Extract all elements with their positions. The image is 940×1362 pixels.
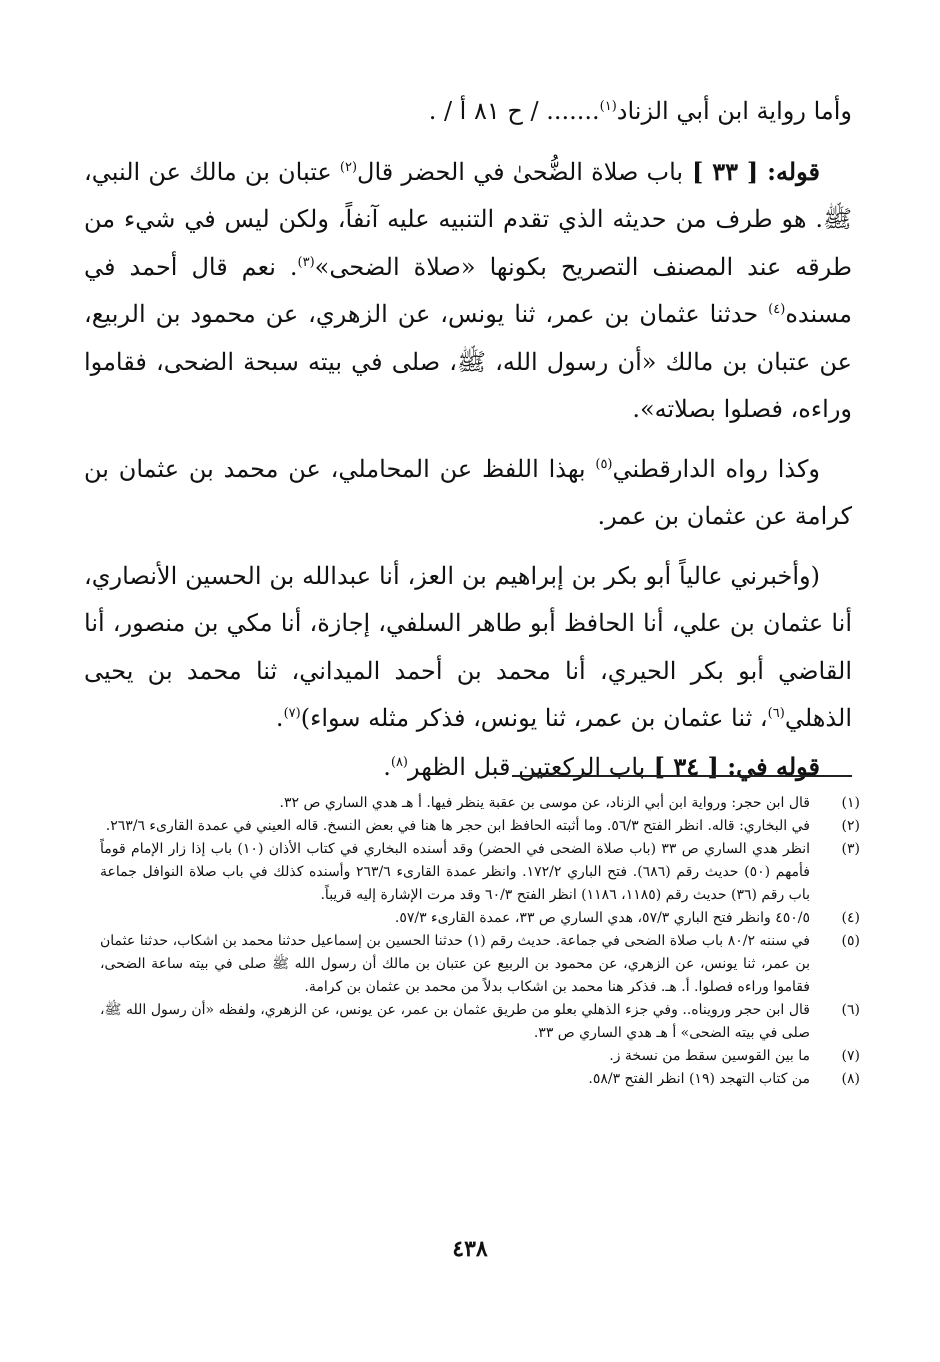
text-run: ....... / ح ٨١ أ / . <box>428 97 600 125</box>
footnote-divider <box>512 775 852 777</box>
text-run: . نعم قال أحمد في مسنده <box>84 252 852 328</box>
footnote-ref[interactable]: (٧) <box>283 706 301 721</box>
footnote <box>100 838 860 907</box>
footnote-number: (٢) <box>841 818 860 834</box>
text-run: . <box>383 752 391 781</box>
lead-heading: قوله في: [ ٣٤ ] <box>645 751 820 781</box>
text-run: وكذا رواه الدارقطني <box>612 454 821 483</box>
footnote-text: ٤٥٠/٥ وانظر فتح الباري ٥٧/٣، هدي الساري ص ٣٣، عمدة القارىء ٥٧/٣. <box>394 910 810 926</box>
footnote-number: (٨) <box>841 1071 860 1087</box>
text-run: بهذا اللفظ عن المحاملي، عن محمد بن عثمان بن كرامة عن عثمان بن عمر. <box>84 454 852 530</box>
footnote-number: (٥) <box>841 933 860 949</box>
footnote-number: (١) <box>841 795 860 811</box>
footnote-text: في سننه ٨٠/٢ باب صلاة الضحى في جماعة. حديث رقم (١) حدثنا الحسين بن إسماعيل حدثنا محمد بن اشكاب، حدثنا عثمان بن عمر، ثنا يونس، عن الزهري، عن محمود بن الربيع عن عتبان بن مالك أن رسول الله ﷺ صلى في بيته ساعة الضحى، فقاموا وراءه فصلوا. أ. هـ. فذكر هنا محمد بن اشكاب بدلاً من محمد بن عثمان بن كرامة. <box>100 933 810 995</box>
text-run: (وأخبرني عالياً أبو بكر بن إبراهيم بن العز، أنا عبدالله بن الحسين الأنصاري، أنا عثمان بن علي، أنا الحافظ أبو طاهر السلفي، إجازة، أنا مكي بن منصور، أنا القاضي أبو بكر الحيري، أنا محمد بن أحمد الميداني، ثنا محمد بن يحيى الذهلي <box>84 561 852 732</box>
footnote-ref[interactable]: (٥) <box>595 456 613 472</box>
main-text <box>84 88 852 791</box>
footnote-ref[interactable]: (٨) <box>390 754 408 770</box>
footnote-text: في البخاري: قاله. انظر الفتح ٥٦/٣. وما أثبته الحافظ ابن حجر ها هنا في بعض النسخ. قاله العيني في عمدة القارىء ٢٦٣/٦. <box>105 818 810 834</box>
paragraph-2 <box>84 148 852 434</box>
page-number: ٤٣٨ <box>452 1236 488 1262</box>
footnote-ref[interactable]: (٣) <box>297 254 315 270</box>
footnote-text: ما بين القوسين سقط من نسخة ز. <box>609 1048 810 1064</box>
text-run: وأما رواية ابن أبي الزناد <box>616 97 852 125</box>
footnote-text: من كتاب التهجد (١٩) انظر الفتح ٥٨/٣. <box>588 1071 810 1087</box>
text-run: باب صلاة الضُّحىٰ في الحضر قال <box>357 157 684 186</box>
footnotes <box>100 792 860 1091</box>
footnote <box>100 1068 860 1091</box>
footnote <box>100 907 860 930</box>
lead-heading: قوله: [ ٣٣ ] <box>683 156 820 186</box>
footnote-text: قال ابن حجر: ورواية ابن أبي الزناد، عن موسى بن عقبة ينظر فيها. أ هـ هدي الساري ص ٣٢. <box>279 795 810 811</box>
footnote-ref[interactable]: (١) <box>599 99 617 114</box>
footnote-ref[interactable]: (٢) <box>339 159 358 175</box>
paragraph-4 <box>84 553 852 743</box>
text-run: حدثنا عثمان بن عمر، ثنا يونس، عن الزهري، عن محمود بن الربيع، عن عتبان بن مالك «أن رسول الله، ﷺ، صلى في بيته سبحة الضحى، فقاموا وراءه، فصلوا بصلاته». <box>84 300 852 423</box>
footnote-ref[interactable]: (٤) <box>768 302 786 317</box>
paragraph-3 <box>84 446 852 541</box>
text-run: ، ثنا عثمان بن عمر، ثنا يونس، فذكر مثله سواء) <box>300 704 768 732</box>
text-run: باب الركعتين قبل الظهر <box>408 752 646 781</box>
paragraph-1 <box>84 88 852 136</box>
footnote-ref[interactable]: (٦) <box>767 706 785 721</box>
footnote-text: قال ابن حجر ورويناه.. وفي جزء الذهلي بعلو من طريق عثمان بن عمر، عن يونس، عن الزهري، ولفظه «أن رسول الله ﷺ، صلى في بيته الضحى» أ هـ هدي الساري ص ٣٣. <box>100 1002 810 1041</box>
footnote-number: (٤) <box>841 910 860 926</box>
footnote <box>100 1045 860 1068</box>
footnote-text: انظر هدي الساري ص ٣٣ (باب صلاة الضحى في الحضر) وقد أسنده البخاري في كتاب الأذان (١٠) باب إذا زار الإمام قوماً فأمهم (٥٠) حديث رقم (٦٨٦). فتح الباري ١٧٢/٢. وانظر عمدة القارىء ٢٦٣/٦ وأسنده كذلك في باب صلاة النوافل جماعة باب رقم (٣٦) حديث رقم (١١٨٥، ١١٨٦) انظر الفتح ٦٠/٣ وقد مرت الإشارة إليه قريباً. <box>100 841 810 903</box>
footnote <box>100 999 860 1045</box>
footnote <box>100 815 860 838</box>
footnote <box>100 930 860 999</box>
footnote-number: (٣) <box>841 841 860 857</box>
footnote <box>100 792 860 815</box>
footnote-number: (٧) <box>841 1048 860 1064</box>
text-run: . <box>275 704 284 732</box>
paragraph-5 <box>84 743 852 792</box>
text-run: عتبان بن مالك عن النبي، ﷺ. هو طرف من حديثه الذي تقدم التنبيه عليه آنفاً، ولكن ليس في شيء من طرقه عند المصنف التصريح بكونها «صلاة الضحى» <box>84 157 852 281</box>
footnote-number: (٦) <box>841 1002 860 1018</box>
